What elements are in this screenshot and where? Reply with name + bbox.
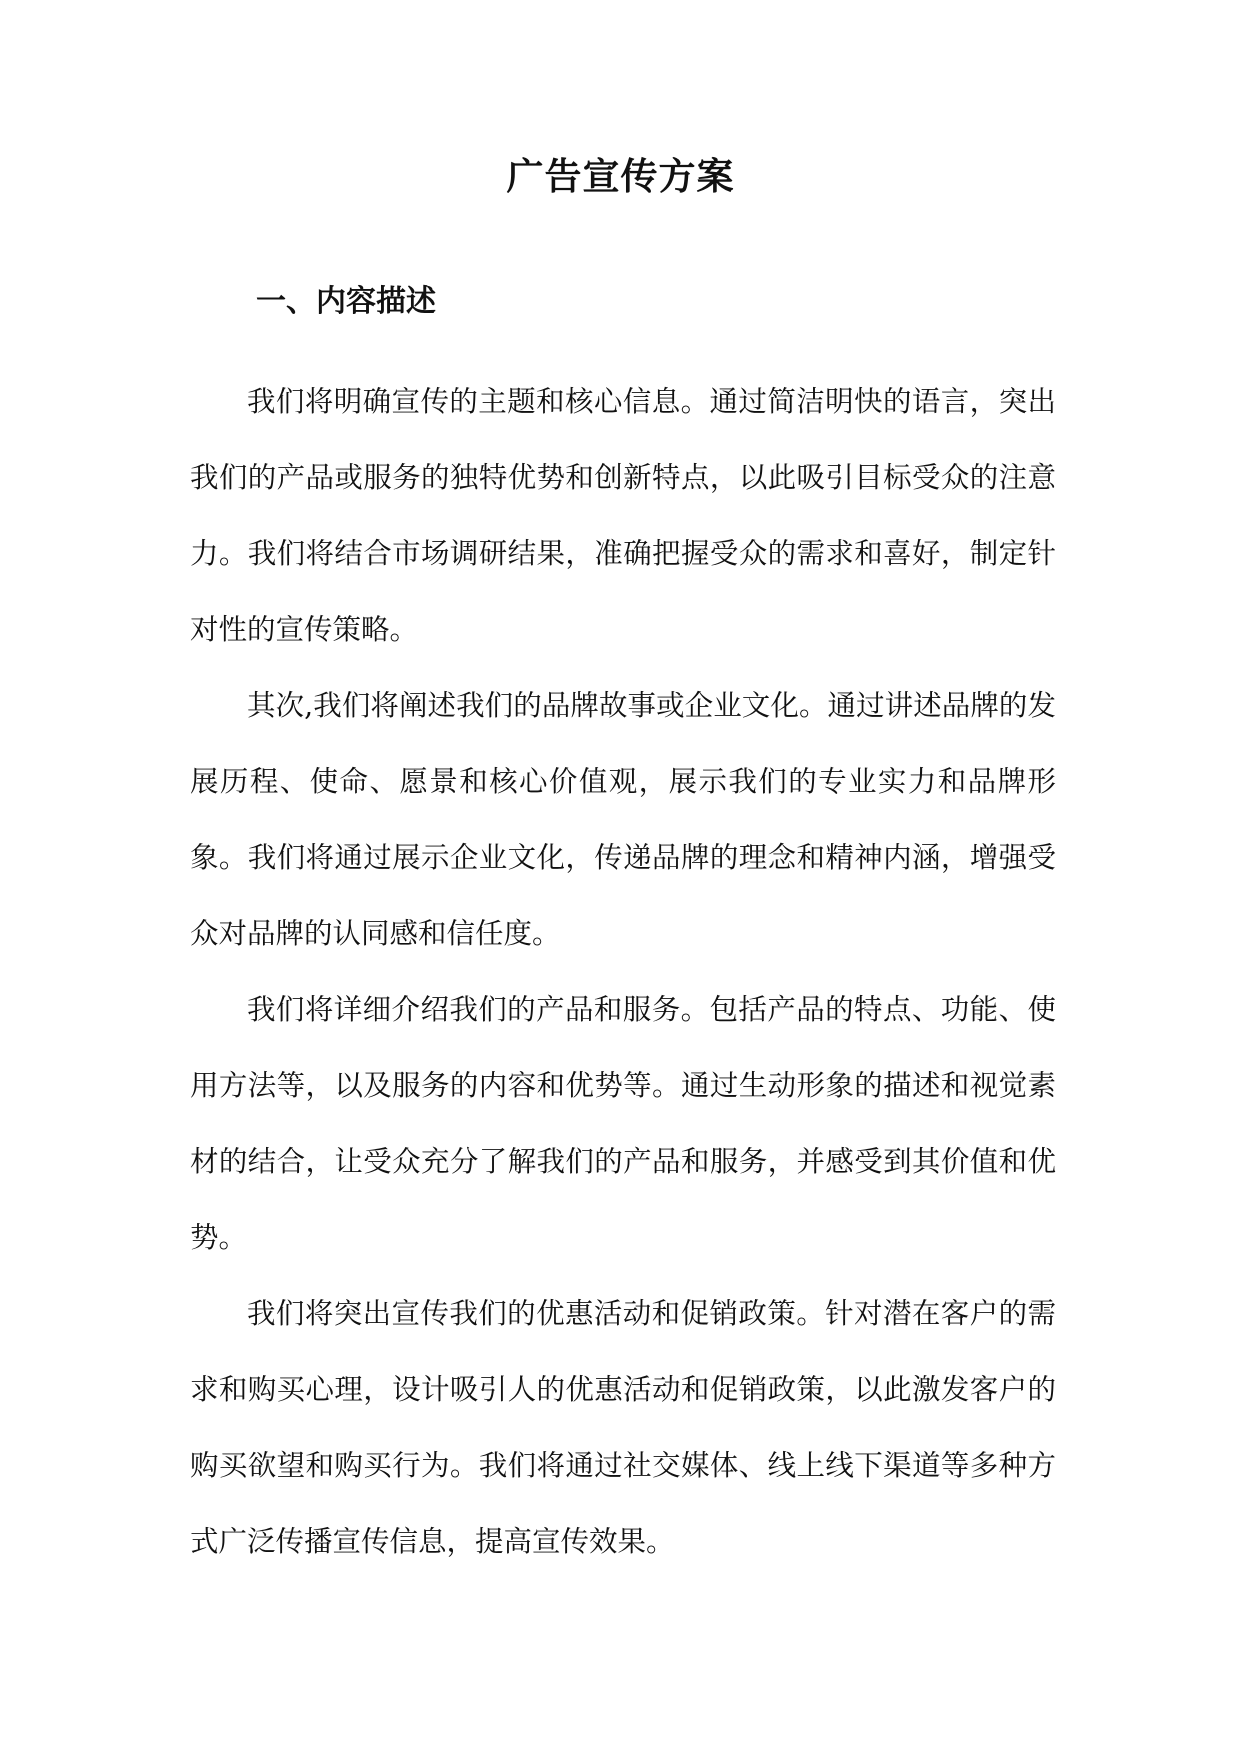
paragraph-4: 我们将突出宣传我们的优惠活动和促销政策。针对潜在客户的需求和购买心理，设计吸引人的优惠活动和促销政策，以此激发客户的购买欲望和购买行为。我们将通过社交媒体、线上线下渠道等多种方式广泛传播宣传信息，提高宣传效果。 xyxy=(190,1297,1056,1558)
document-body xyxy=(190,364,1056,1580)
paragraph-3: 我们将详细介绍我们的产品和服务。包括产品的特点、功能、使用方法等，以及服务的内容和优势等。通过生动形象的描述和视觉素材的结合，让受众充分了解我们的产品和服务，并感受到其价值和优势。 xyxy=(190,993,1056,1254)
document-title: 广告宣传方案 xyxy=(506,154,735,198)
paragraph-2: 其次,我们将阐述我们的品牌故事或企业文化。通过讲述品牌的发展历程、使命、愿景和核心价值观，展示我们的专业实力和品牌形象。我们将通过展示企业文化，传递品牌的理念和精神内涵，增强受众对品牌的认同感和信任度。 xyxy=(190,689,1056,950)
paragraph-1: 我们将明确宣传的主题和核心信息。通过简洁明快的语言，突出我们的产品或服务的独特优势和创新特点，以此吸引目标受众的注意力。我们将结合市场调研结果，准确把握受众的需求和喜好，制定针对性的宣传策略。 xyxy=(190,385,1056,646)
section-heading: 一、内容描述 xyxy=(256,284,436,319)
